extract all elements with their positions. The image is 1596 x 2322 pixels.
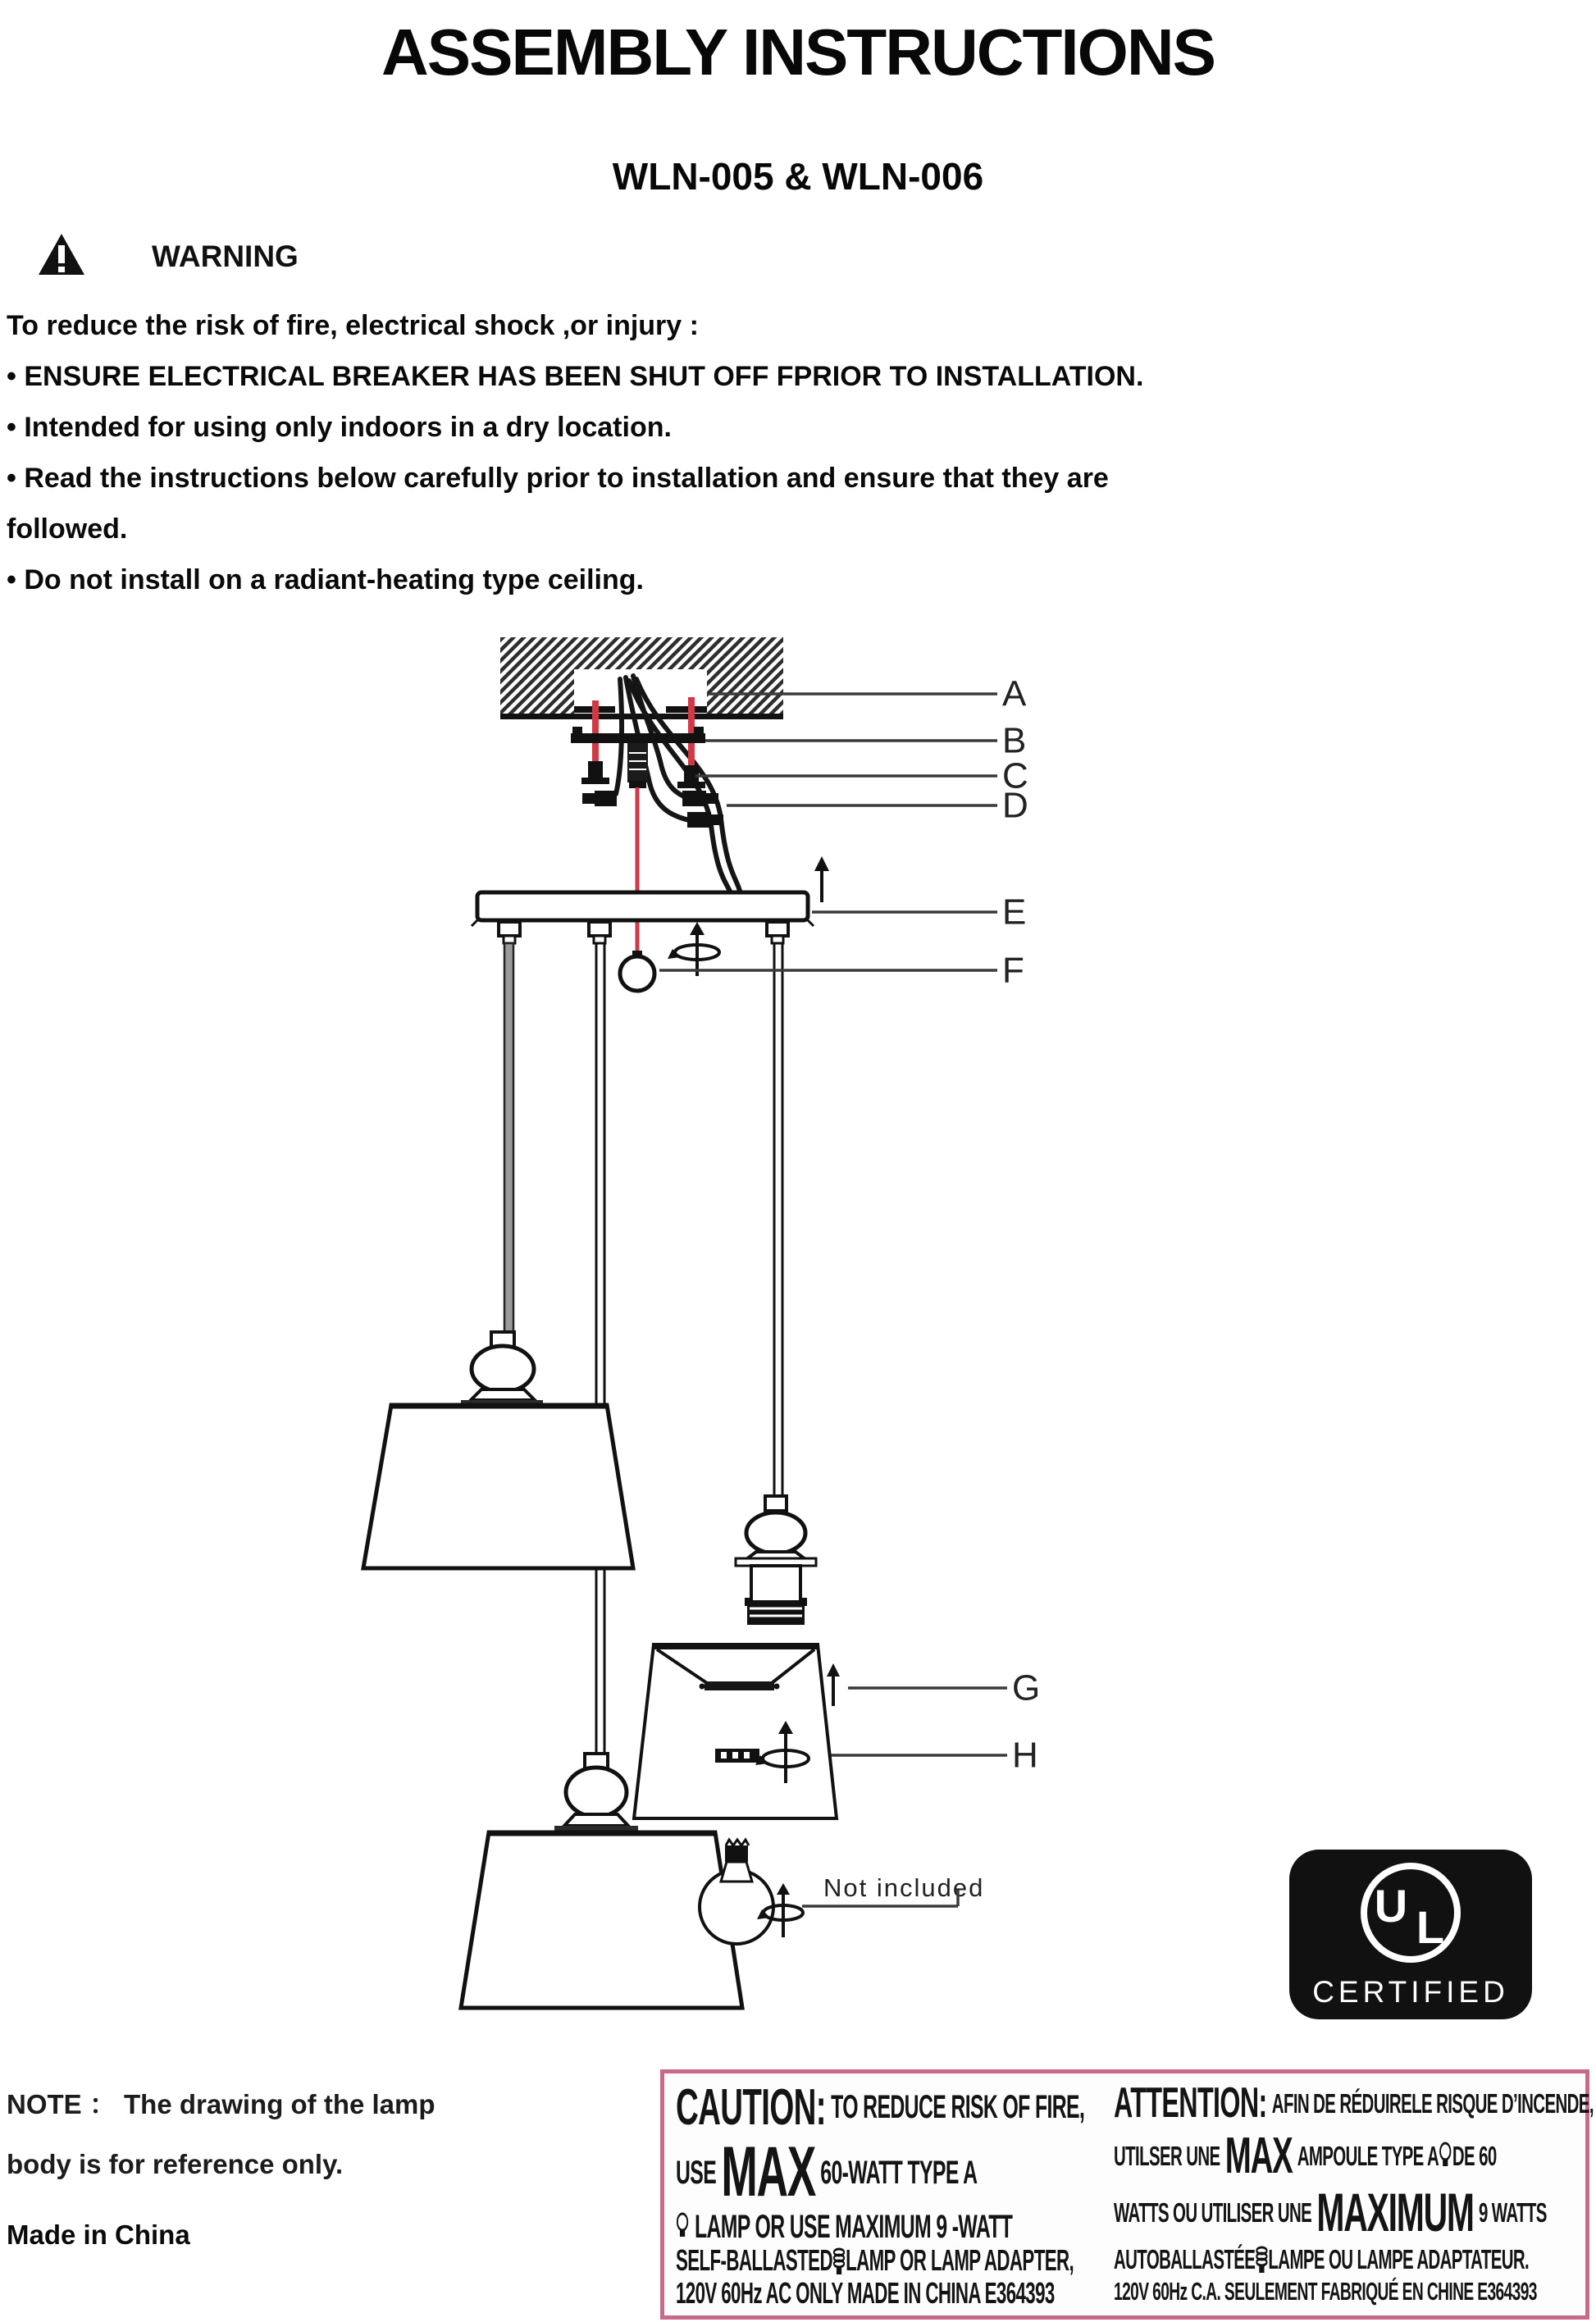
pendant-shade-right — [634, 1645, 837, 1818]
caution-heading: CAUTION: — [676, 2079, 826, 2136]
label-D: D — [1002, 785, 1028, 826]
warning-text — [7, 300, 1589, 605]
bulb-icon — [676, 2212, 690, 2242]
caution-fr-line5: 120V 60Hz C.A. SEULEMENT FABRIQUÉ EN CHINE E364393 — [1114, 2276, 1537, 2306]
label-G: G — [1012, 1667, 1041, 1708]
caution-fr-line2a: UTILSER UNE — [1114, 2140, 1220, 2171]
pendant-shade-upper-left — [363, 1332, 633, 1568]
pendant-cord-middle — [596, 943, 604, 1755]
caution-en-line5: 120V 60Hz AC ONLY MADE IN CHINA E364393 — [676, 2275, 1055, 2310]
ul-certified-caption: CERTIFIED — [1312, 1975, 1509, 2009]
warning-bullet-wrap: followed. — [7, 513, 128, 545]
attention-heading: ATTENTION: — [1114, 2079, 1267, 2127]
pendant-cord-right — [774, 943, 782, 1498]
label-C: C — [1002, 755, 1028, 796]
label-F: F — [1002, 950, 1024, 991]
note-line-1: NOTE ： The drawing of the lamp — [7, 2089, 435, 2119]
caution-en-use: USE — [676, 2154, 717, 2191]
canopy-plate — [472, 892, 814, 926]
cord-grips — [499, 922, 788, 943]
leader-lines — [659, 694, 1007, 1755]
caution-en-line1: TO REDUCE RISK OF FIRE, — [831, 2089, 1085, 2126]
warning-bullet: • ENSURE ELECTRICAL BREAKER HAS BEEN SHUT OFF FPRIOR TO INSTALLATION. — [7, 361, 1144, 392]
caution-en-line4b: LAMP OR LAMP ADAPTER, — [846, 2243, 1074, 2278]
caution-en-line4a: SELF-BALLASTED — [676, 2243, 832, 2278]
assembly-diagram — [312, 607, 1083, 2059]
lamp-socket-assembly — [736, 1496, 816, 1625]
push-up-arrow-icon — [814, 856, 829, 902]
ul-certified-badge — [1289, 1850, 1532, 2019]
caution-en-line2: 60-WATT TYPE A — [820, 2154, 978, 2191]
shade-up-arrow-icon — [827, 1663, 840, 1706]
part-labels — [1002, 674, 1040, 1776]
ul-logo-letter-l: L — [1416, 1901, 1445, 1953]
model-numbers: WLN-005 & WLN-006 — [612, 155, 984, 198]
caution-fr-line1: AFIN DE RÉDUIRELE RISQUE D’INCENDE, — [1271, 2087, 1594, 2119]
shade-thumb-nut — [715, 1749, 759, 1763]
label-H: H — [1012, 1735, 1038, 1776]
caution-fr-maximum: MAXIMUM — [1316, 2182, 1474, 2243]
caution-fr-line2b: AMPOULE TYPE A — [1297, 2140, 1439, 2171]
cfl-bulb-icon — [1255, 2244, 1268, 2275]
note-line-2: body is for reference only. — [7, 2149, 344, 2179]
warning-triangle-icon — [37, 232, 86, 276]
ul-logo-letter-u: U — [1374, 1880, 1408, 1932]
hanging-ring — [620, 951, 654, 991]
page-title: ASSEMBLY INSTRUCTIONS — [381, 16, 1215, 89]
caution-en-line3: LAMP OR USE MAXIMUM 9 -WATT — [694, 2208, 1013, 2245]
caution-en-max: MAX — [721, 2133, 816, 2212]
caution-fr-line3a: WATTS OU UTILISER UNE — [1114, 2197, 1312, 2228]
label-E: E — [1002, 892, 1027, 933]
caution-fr-max: MAX — [1224, 2128, 1293, 2185]
caution-french — [1114, 2079, 1596, 2306]
caution-fr-line4b: LAMPE OU LAMPE ADAPTATEUR. — [1268, 2243, 1530, 2274]
label-A: A — [1002, 673, 1027, 714]
caution-label-box — [660, 2069, 1594, 2320]
made-in-china: Made in China — [7, 2219, 190, 2250]
pendant-cord-left — [504, 943, 513, 1334]
label-B: B — [1002, 720, 1027, 761]
warning-bullet: • Intended for using only indoors in a dry location. — [7, 412, 672, 443]
rotate-icon — [668, 922, 719, 976]
warning-intro: To reduce the risk of fire, electrical shock ,or injury : — [7, 310, 699, 341]
caution-fr-line4a: AUTOBALLASTÉE — [1114, 2243, 1256, 2274]
warning-heading: WARNING — [152, 239, 299, 273]
caution-fr-line3b: 9 WATTS — [1478, 2197, 1547, 2228]
bulb-icon — [1439, 2142, 1452, 2171]
warning-bullet: • Read the instructions below carefully prior to installation and ensure that they are — [7, 463, 1109, 494]
warning-bullet: • Do not install on a radiant-heating type ceiling. — [7, 564, 644, 595]
caution-fr-line2c: DE 60 — [1452, 2140, 1497, 2171]
cfl-bulb-icon — [832, 2246, 846, 2277]
not-included-label: Not included — [823, 1873, 985, 1902]
